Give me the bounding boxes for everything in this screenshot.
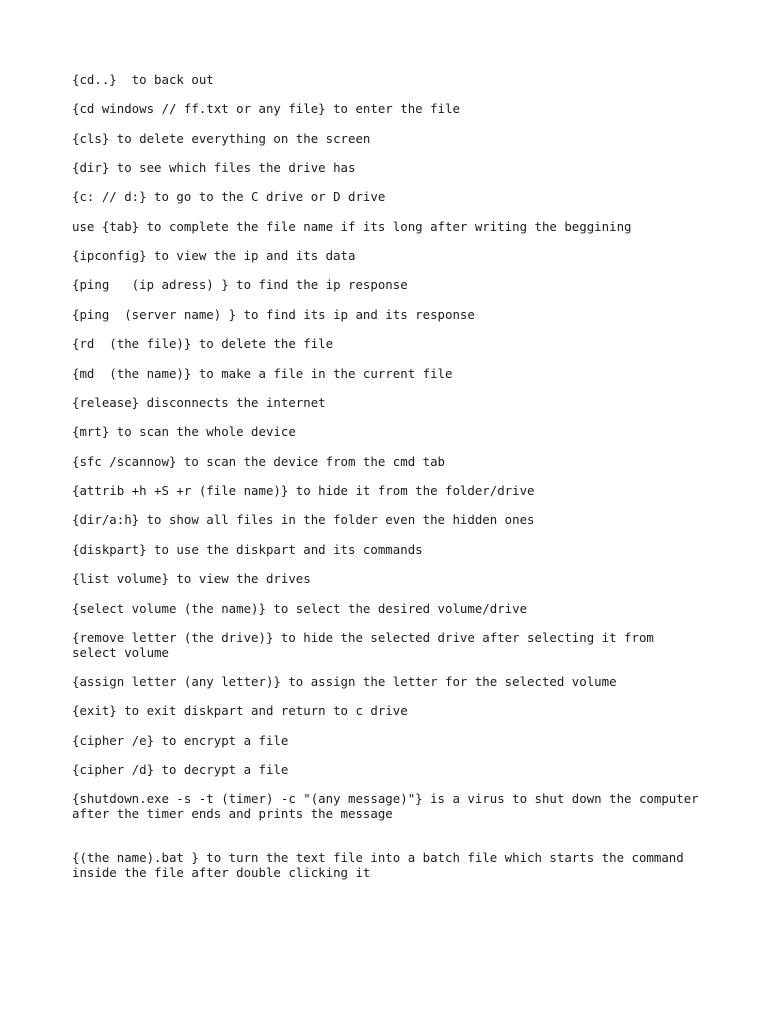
text-line: {sfc /scannow} to scan the device from the cmd tab: [72, 454, 445, 469]
text-line: {shutdown.exe -s -t (timer) -c "(any message)"} is a virus to shut down the computer after the timer ends and prints the message: [72, 791, 707, 821]
text-line: {dir/a:h} to show all files in the folder even the hidden ones: [72, 512, 535, 527]
text-line: {list volume} to view the drives: [72, 571, 311, 586]
text-line: {remove letter (the drive)} to hide the selected drive after selecting it from select volume: [72, 630, 662, 660]
text-line: {cd..} to back out: [72, 72, 214, 87]
text-line: {rd (the file)} to delete the file: [72, 336, 334, 351]
text-line: use {tab} to complete the file name if its long after writing the beggining: [72, 219, 632, 234]
text-line: {md (the name)} to make a file in the current file: [72, 366, 453, 381]
text-line: {ping (ip adress) } to find the ip response: [72, 277, 408, 292]
text-line: {cd windows // ff.txt or any file} to enter the file: [72, 101, 460, 116]
text-line: {c: // d:} to go to the C drive or D drive: [72, 189, 386, 204]
text-line: {ipconfig} to view the ip and its data: [72, 248, 356, 263]
text-line: {diskpart} to use the diskpart and its commands: [72, 542, 423, 557]
text-line: {attrib +h +S +r (file name)} to hide it from the folder/drive: [72, 483, 535, 498]
text-line: {select volume (the name)} to select the desired volume/drive: [72, 601, 528, 616]
text-line: {release} disconnects the internet: [72, 395, 326, 410]
text-line: {assign letter (any letter)} to assign the letter for the selected volume: [72, 674, 617, 689]
text-line: {dir} to see which files the drive has: [72, 160, 356, 175]
text-line: {(the name).bat } to turn the text file into a batch file which starts the command inside the file after double clicking it: [72, 850, 692, 880]
text-line: {cipher /e} to encrypt a file: [72, 733, 289, 748]
text-line: {mrt} to scan the whole device: [72, 424, 296, 439]
text-line: {exit} to exit diskpart and return to c drive: [72, 703, 408, 718]
text-line: {cipher /d} to decrypt a file: [72, 762, 289, 777]
text-line: {cls} to delete everything on the screen: [72, 131, 371, 146]
text-line: {ping (server name) } to find its ip and its response: [72, 307, 475, 322]
